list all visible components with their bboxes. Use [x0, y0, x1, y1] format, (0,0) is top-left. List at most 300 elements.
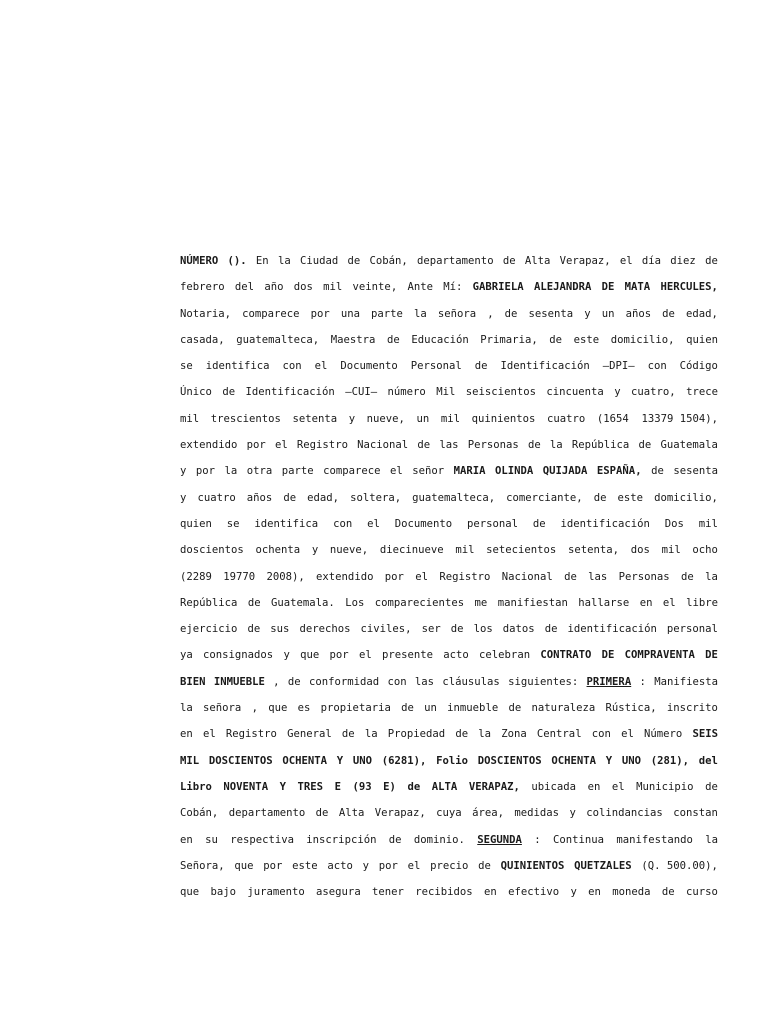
document-word: quien: [180, 517, 212, 530]
document-word: en: [180, 833, 193, 846]
document-word: inscrito: [666, 702, 718, 715]
document-word: inscripción: [306, 833, 377, 846]
document-word: Folio: [436, 754, 469, 767]
document-word: diecinueve: [379, 544, 444, 557]
document-word: con: [333, 517, 353, 530]
document-word: de: [455, 728, 469, 741]
document-word: (6281),: [381, 754, 427, 767]
document-word: mil: [180, 412, 200, 425]
document-word: (2289: [180, 570, 212, 583]
document-word: de: [347, 255, 361, 267]
document-word: de: [508, 702, 522, 715]
document-line: [180, 569, 718, 595]
document-word: la: [414, 307, 427, 320]
document-word: PRIMERA: [586, 675, 632, 688]
document-word: MARIA: [453, 465, 486, 478]
document-word: las: [588, 570, 608, 583]
document-word: de: [651, 465, 664, 478]
document-word: ,: [251, 702, 258, 715]
document-word: febrero: [180, 281, 225, 294]
document-word: una: [340, 307, 360, 320]
document-word: dos: [630, 544, 650, 557]
document-word: en: [483, 886, 497, 899]
document-line: [180, 542, 718, 568]
document-line: [180, 384, 718, 410]
document-line: [180, 306, 718, 332]
document-word: Alta: [524, 255, 551, 267]
document-word: departamento: [417, 255, 494, 267]
document-word: domicilio,: [610, 333, 675, 346]
document-word: parte: [281, 465, 314, 478]
document-word: En: [255, 255, 269, 267]
document-word: el: [662, 596, 676, 609]
document-word: moneda: [612, 886, 651, 899]
document-word: cuatro: [546, 412, 586, 425]
document-word: Mil: [436, 386, 456, 399]
document-word: por: [378, 859, 398, 872]
document-word: y: [569, 807, 576, 820]
document-word: cincuenta: [546, 386, 604, 399]
document-word: identificación: [560, 517, 650, 530]
document-word: cuya: [436, 807, 462, 820]
document-word: HERCULES,: [660, 281, 718, 294]
document-word: comparecientes: [374, 596, 465, 609]
document-word: en: [639, 596, 653, 609]
document-word: celebran: [479, 649, 531, 662]
document-word: el: [202, 728, 216, 741]
document-word: cuatro: [197, 491, 236, 504]
document-word: comerciante,: [506, 491, 583, 504]
document-word: conformidad: [308, 675, 380, 688]
document-word: veinte,: [352, 281, 398, 294]
document-word: efectivo: [508, 886, 560, 899]
document-word: Número: [644, 728, 683, 741]
document-word: Único: [180, 386, 212, 399]
document-word: se: [180, 360, 193, 373]
document-word: CONTRATO: [540, 649, 592, 662]
document-word: en: [587, 780, 601, 793]
document-word: (1654 13379 1504),: [596, 412, 718, 425]
document-word: por: [310, 307, 330, 320]
document-word: de: [680, 570, 694, 583]
document-word: y: [283, 649, 290, 662]
document-word: tener: [372, 886, 404, 899]
document-word: identifica: [254, 517, 319, 530]
document-word: Libro: [180, 780, 212, 793]
document-word: constan: [673, 807, 718, 820]
document-word: el: [611, 780, 625, 793]
document-word: diez: [670, 255, 696, 267]
document-word: de: [287, 675, 301, 688]
document-word: ya: [180, 649, 193, 662]
document-word: cláusulas: [442, 675, 500, 688]
document-word: 2008),: [266, 570, 305, 583]
document-word: propietaria: [320, 702, 391, 715]
document-word: Notaria,: [180, 307, 232, 320]
document-word: y: [362, 859, 370, 872]
document-line: [180, 332, 718, 358]
document-word: y: [180, 491, 187, 504]
document-word: extendido: [180, 439, 238, 452]
document-word: comparece: [242, 307, 300, 320]
document-word: de: [661, 886, 675, 899]
document-word: (Q. 500.00),: [641, 859, 718, 872]
document-word: OCHENTA: [282, 754, 328, 767]
document-line: [180, 279, 718, 305]
document-word: edad,: [686, 307, 718, 320]
document-word: en: [180, 728, 193, 741]
document-word: Documento: [394, 517, 453, 530]
document-word: QUINIENTOS: [500, 859, 565, 872]
document-word: de: [247, 596, 261, 609]
document-word: consignados: [203, 649, 274, 662]
document-word: UNO: [621, 754, 641, 767]
document-word: Nacional: [501, 570, 553, 583]
document-word: QUETZALES: [574, 859, 632, 872]
document-word: Registro: [439, 570, 491, 583]
document-word: soltera,: [350, 491, 402, 504]
document-word: Cobán,: [180, 807, 219, 820]
document-word: manifiestan: [497, 596, 568, 609]
document-word: quinientos: [471, 412, 536, 425]
document-word: VERAPAZ,: [468, 780, 520, 793]
document-word: de: [549, 333, 563, 346]
document-word: de: [450, 623, 464, 636]
document-line: [180, 253, 718, 279]
document-word: el: [274, 439, 288, 452]
document-word: el: [358, 649, 372, 662]
document-word: y: [614, 386, 621, 399]
document-word: medidas: [514, 807, 560, 820]
document-word: de: [593, 491, 607, 504]
document-word: con: [387, 675, 407, 688]
document-word: asegura: [316, 886, 361, 899]
document-word: año: [264, 281, 284, 294]
document-line: [180, 595, 718, 621]
document-word: ser: [421, 623, 441, 636]
document-word: el: [367, 517, 380, 530]
document-word: de: [662, 307, 675, 320]
document-word: la: [364, 728, 378, 741]
document-word: Nacional: [357, 439, 409, 452]
document-word: del: [698, 754, 718, 767]
document-word: cuatro,: [631, 386, 676, 399]
document-line: [180, 700, 718, 726]
document-word: bajo: [210, 886, 236, 899]
document-word: por: [329, 649, 349, 662]
document-word: Verapaz,: [559, 255, 611, 267]
document-word: de: [315, 807, 329, 820]
document-word: y: [180, 465, 187, 478]
document-line: [180, 621, 718, 647]
document-word: Identificación: [500, 360, 590, 373]
document-word: General: [287, 728, 332, 741]
document-word: :: [534, 833, 541, 846]
document-word: Ante: [407, 281, 433, 294]
document-word: respectiva: [230, 833, 294, 846]
document-word: mil: [698, 517, 718, 530]
document-word: señora: [203, 702, 242, 715]
document-word: comparece: [323, 465, 381, 478]
document-word: identificación: [567, 623, 657, 636]
document-word: Municipio: [636, 780, 694, 793]
document-word: NÚMERO: [180, 255, 219, 267]
document-word: su: [205, 833, 218, 846]
document-line: [180, 884, 718, 910]
document-word: ubicada: [531, 780, 577, 793]
document-word: Código: [679, 360, 718, 373]
document-word: trece: [686, 386, 718, 399]
document-word: –CUI–: [345, 386, 378, 399]
document-word: el: [407, 859, 421, 872]
document-word: dos: [293, 281, 313, 294]
document-word: ejercicio: [180, 623, 238, 636]
document-word: Registro: [225, 728, 277, 741]
document-word: Alta: [338, 807, 365, 820]
document-word: identifica: [205, 360, 270, 373]
document-word: Y: [279, 780, 286, 793]
document-word: quien: [686, 333, 718, 346]
document-word: Documento: [340, 360, 398, 373]
document-word: de: [401, 702, 414, 715]
document-word: Personas: [618, 570, 670, 583]
document-word: ocho: [692, 544, 718, 557]
document-word: Personal: [410, 360, 462, 373]
document-word: curso: [685, 886, 718, 899]
document-word: GABRIELA: [472, 281, 524, 294]
document-word: este: [617, 491, 644, 504]
document-word: parte: [371, 307, 403, 320]
document-word: colindancias: [586, 807, 663, 820]
document-word: área,: [472, 807, 504, 820]
document-word: del: [234, 281, 255, 294]
document-word: la: [478, 728, 492, 741]
document-word: BIEN: [180, 675, 206, 688]
document-word: con: [647, 360, 667, 373]
document-word: por: [246, 439, 266, 452]
document-word: personal: [666, 623, 718, 636]
document-word: personal: [467, 517, 519, 530]
document-word: presente: [381, 649, 433, 662]
document-word: este: [292, 859, 318, 872]
document-line: [180, 516, 718, 542]
document-word: :: [639, 675, 646, 688]
document-word: naturaleza: [531, 702, 596, 715]
document-word: Rústica,: [605, 702, 657, 715]
document-word: de: [247, 623, 261, 636]
document-word: por: [195, 465, 216, 478]
document-word: día: [641, 255, 662, 267]
document-word: DOSCIENTOS: [477, 754, 542, 767]
document-word: señor: [412, 465, 445, 478]
document-word: Identificación: [245, 386, 335, 399]
document-word: UNO: [352, 754, 373, 767]
document-word: me: [474, 596, 488, 609]
document-word: ALTA: [431, 780, 458, 793]
document-word: Guatemala.: [271, 596, 335, 609]
document-word: de: [283, 491, 297, 504]
document-word: número: [387, 386, 426, 399]
document-word: las: [439, 439, 459, 452]
document-word: que: [234, 859, 254, 872]
document-word: SEIS: [692, 728, 718, 741]
document-word: en: [588, 886, 601, 899]
document-word: civiles,: [360, 623, 412, 636]
document-word: de: [407, 780, 421, 793]
document-word: hallarse: [578, 596, 630, 609]
document-word: acto: [443, 649, 469, 662]
document-word: otra: [246, 465, 273, 478]
document-word: DE: [601, 281, 615, 294]
document-word: juramento: [247, 886, 305, 899]
document-word: departamento: [228, 807, 306, 820]
document-word: años: [246, 491, 273, 504]
document-word: DE: [601, 649, 615, 662]
contract-body-text: [180, 253, 718, 910]
document-line: [180, 674, 718, 700]
document-word: Central: [536, 728, 582, 741]
document-word: Verapaz,: [374, 807, 426, 820]
document-word: nueve,: [366, 412, 405, 425]
document-word: de: [705, 255, 718, 267]
document-word: NOVENTA: [223, 780, 269, 793]
document-word: ALEJANDRA: [533, 281, 592, 294]
document-word: República: [571, 439, 630, 452]
document-word: MATA: [624, 281, 651, 294]
document-word: el: [390, 465, 403, 478]
document-word: de: [478, 859, 491, 872]
document-word: precio: [430, 859, 469, 872]
document-word: siguientes:: [508, 675, 579, 688]
document-word: con: [591, 728, 611, 741]
document-line: [180, 358, 718, 384]
document-word: ESPAÑA,: [596, 465, 642, 478]
document-word: Zona: [501, 728, 527, 741]
document-word: un: [601, 307, 615, 320]
document-word: Maestra: [330, 333, 376, 346]
document-line: [180, 858, 718, 884]
document-word: DE: [705, 649, 718, 662]
document-word: que: [180, 886, 200, 899]
document-word: manifestando: [616, 833, 693, 846]
document-word: años: [625, 307, 652, 320]
document-word: Cobán,: [369, 255, 408, 267]
document-word: de: [564, 570, 577, 583]
document-word: E: [334, 780, 341, 793]
document-word: sus: [270, 623, 290, 636]
document-word: setenta: [292, 412, 338, 425]
document-word: mil: [455, 544, 475, 557]
document-word: de: [388, 833, 402, 846]
document-word: Dos: [664, 517, 684, 530]
document-word: acto: [327, 859, 353, 872]
document-line: [180, 437, 718, 463]
document-line: [180, 832, 718, 858]
document-word: setecientos: [486, 544, 557, 557]
document-word: de: [417, 439, 431, 452]
document-word: casada,: [180, 333, 225, 346]
document-word: se: [226, 517, 240, 530]
document-word: con: [282, 360, 302, 373]
document-word: Personas: [467, 439, 519, 452]
document-line: [180, 647, 718, 673]
document-word: Primaria,: [480, 333, 538, 346]
document-line: [180, 753, 718, 779]
document-word: guatemalteca,: [236, 333, 320, 346]
document-word: las: [414, 675, 435, 688]
document-word: de: [527, 439, 541, 452]
document-word: la: [705, 833, 718, 846]
document-word: ochenta: [255, 544, 301, 557]
document-line: [180, 490, 718, 516]
document-word: domicilio,: [654, 491, 718, 504]
document-word: DOSCIENTOS: [208, 754, 273, 767]
document-word: de: [386, 333, 400, 346]
document-word: de: [502, 255, 516, 267]
document-word: y: [311, 544, 319, 557]
document-word: setenta,: [568, 544, 620, 557]
document-word: de: [638, 439, 652, 452]
document-word: Y: [336, 754, 344, 767]
document-word: edad,: [307, 491, 340, 504]
document-word: este: [573, 333, 600, 346]
document-word: de: [504, 307, 518, 320]
document-word: y: [584, 307, 591, 320]
document-word: por: [384, 570, 404, 583]
document-word: TRES: [297, 780, 324, 793]
document-word: un: [416, 412, 430, 425]
document-word: seiscientos: [465, 386, 536, 399]
document-word: libre: [686, 596, 718, 609]
document-word: inmueble: [447, 702, 499, 715]
document-word: guatemalteca,: [412, 491, 496, 504]
document-word: la: [705, 570, 718, 583]
document-word: que: [268, 702, 288, 715]
document-line: [180, 726, 718, 752]
document-word: ,: [273, 675, 280, 688]
document-word: el: [621, 728, 634, 741]
document-word: trescientos: [210, 412, 281, 425]
document-word: dominio.: [413, 833, 465, 846]
document-word: doscientos: [180, 544, 244, 557]
document-word: de: [341, 728, 355, 741]
document-word: nueve,: [329, 544, 369, 557]
document-word: la: [180, 702, 193, 715]
document-word: es: [297, 702, 311, 715]
document-word: 19770: [223, 570, 256, 583]
document-word: OLINDA: [495, 465, 534, 478]
document-word: de: [532, 517, 546, 530]
document-word: Mí:: [443, 281, 463, 294]
document-word: de: [474, 360, 488, 373]
document-word: sesenta: [528, 307, 574, 320]
document-line: [180, 411, 718, 437]
document-word: el: [314, 360, 328, 373]
document-word: Guatemala: [660, 439, 718, 452]
document-word: que: [300, 649, 320, 662]
document-word: de: [222, 386, 236, 399]
document-word: E): [383, 780, 396, 793]
document-line: [180, 779, 718, 805]
document-word: derechos: [299, 623, 351, 636]
document-word: por: [263, 859, 283, 872]
document-word: SEGUNDA: [477, 833, 522, 846]
document-word: (281),: [650, 754, 689, 767]
document-word: –DPI–: [602, 360, 635, 373]
document-word: República: [180, 596, 238, 609]
document-word: Los: [345, 596, 365, 609]
document-word: la: [277, 255, 291, 267]
